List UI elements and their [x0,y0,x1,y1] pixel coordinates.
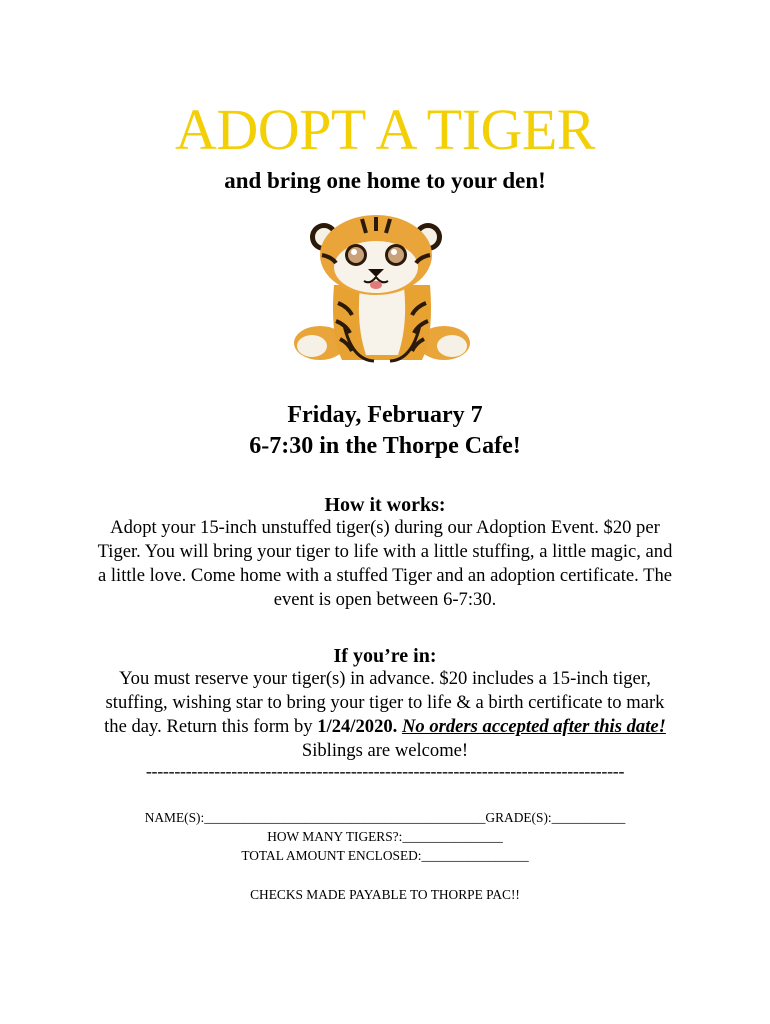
if-youre-in-body [95,667,675,763]
siblings-note: Siblings are welcome! [301,740,469,761]
event-date: Friday, February 7 [287,402,483,428]
plush-tiger-image [282,215,482,373]
how-it-works-heading: How it works: [324,494,446,516]
deadline-warning: No orders accepted after this date! [401,716,666,737]
tiger-count-field[interactable]: HOW MANY TIGERS?:_______________ [267,829,503,844]
how-it-works-body: Adopt your 15-inch unstuffed tiger(s) during our Adoption Event. $20 per Tiger. You will bring your tiger to life with a little stuffing, a little magic, and a little love. Come home with a stuffed Tiger and an adoption certificate. The event is open between 6-7:30. [97,517,673,610]
if-youre-in-heading: If you’re in: [333,645,437,667]
deadline-date: 1/24/2020. [317,716,398,737]
flyer-title: ADOPT A TIGER [175,97,595,162]
names-grades-field[interactable]: NAME(S):__________________________________________GRADE(S):___________ [144,810,626,825]
if-youre-in-text: You must reserve your tiger(s) in advance. $20 includes a 15-inch tiger, stuffing, wishing star to bring your tiger to life & a birth certificate to mark the day. Return this form by [104,668,665,737]
event-time-place: 6-7:30 in the Thorpe Cafe! [249,433,521,459]
total-amount-field[interactable]: TOTAL AMOUNT ENCLOSED:________________ [241,848,529,863]
flyer-subtitle: and bring one home to your den! [224,168,546,193]
event-details [0,400,770,462]
cut-line-divider: ------------------------------------------------------------------------------------ [145,761,625,781]
checks-payable-note: CHECKS MADE PAYABLE TO THORPE PAC!! [250,887,520,902]
